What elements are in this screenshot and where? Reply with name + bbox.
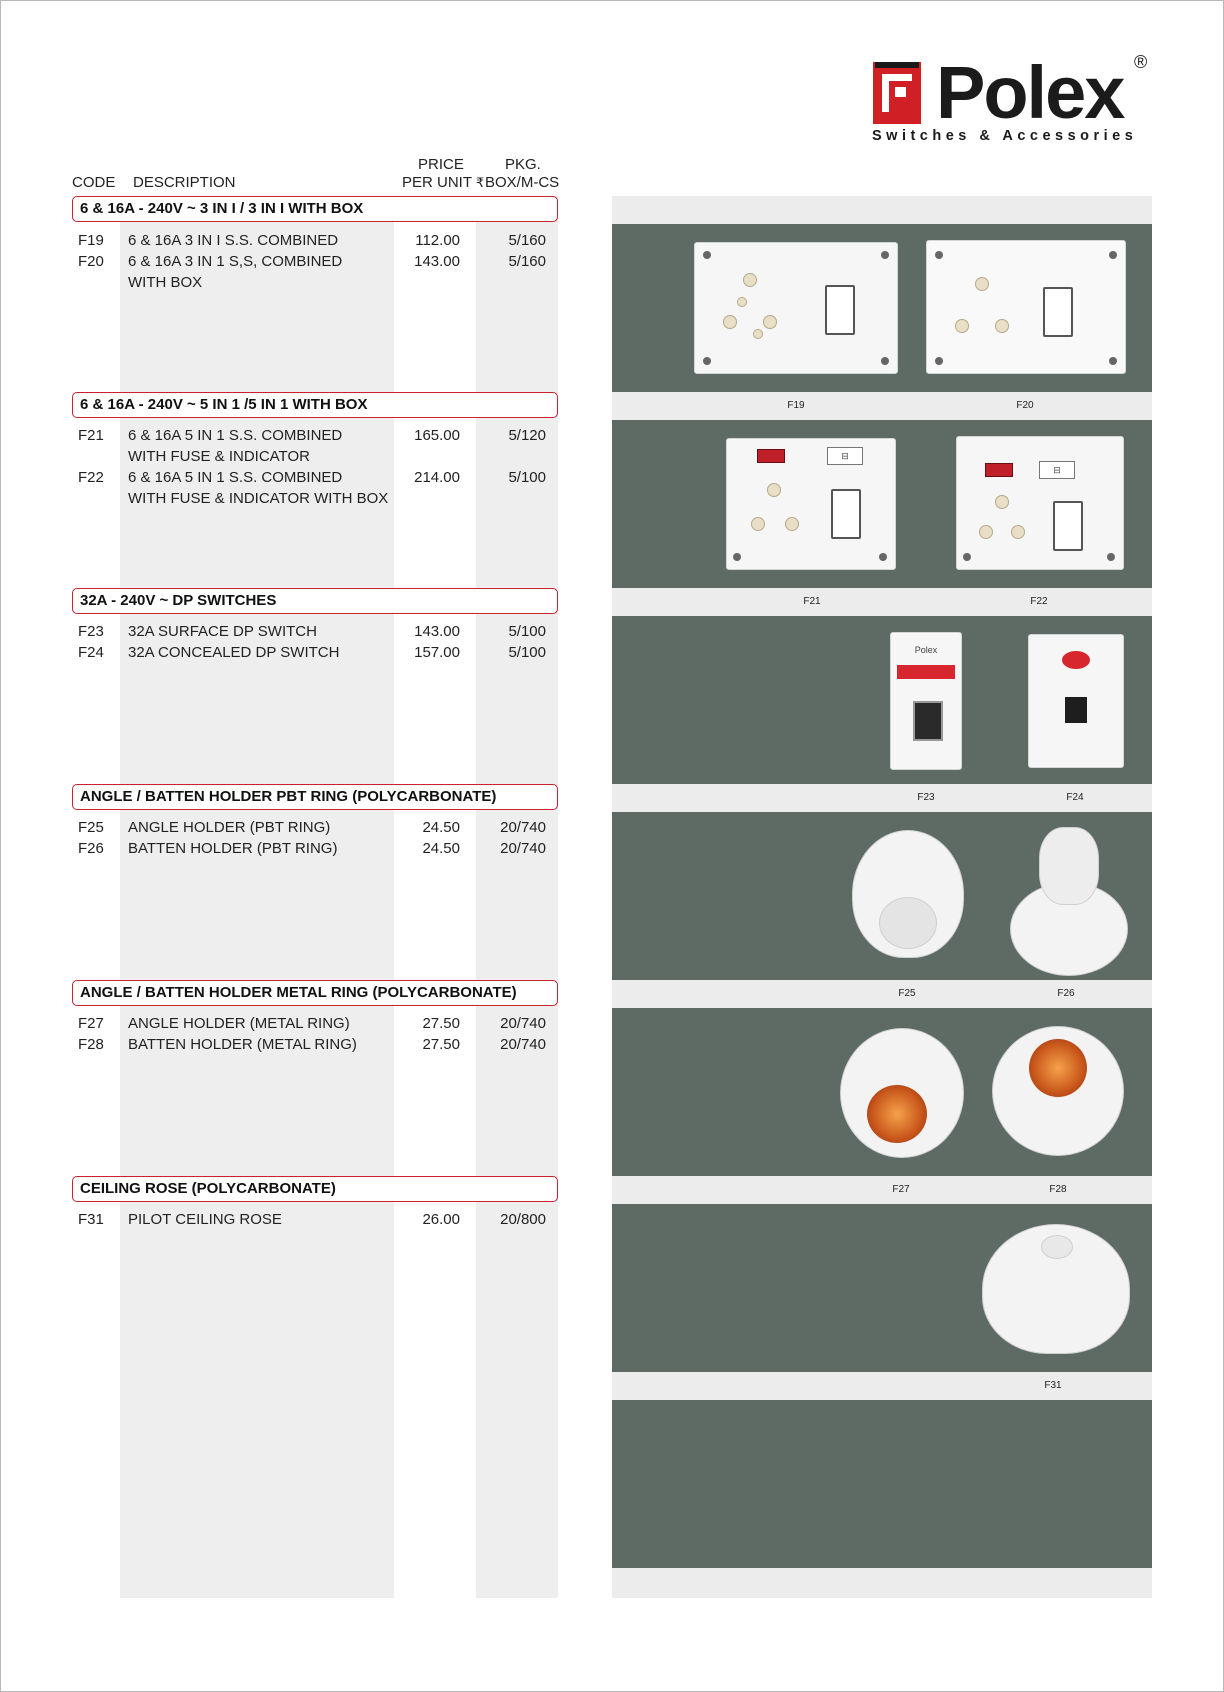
item-price: 27.50 — [422, 1036, 460, 1053]
item-price: 165.00 — [414, 427, 460, 444]
image-caption: F26 — [1057, 988, 1075, 999]
item-description: ANGLE HOLDER (METAL RING) — [128, 1015, 350, 1032]
item-price: 24.50 — [422, 819, 460, 836]
item-price: 143.00 — [414, 623, 460, 640]
image-caption: F23 — [917, 792, 935, 803]
item-description-line2: WITH FUSE & INDICATOR WITH BOX — [128, 490, 389, 507]
indicator-light-icon — [757, 449, 785, 463]
ceiling-rose-image — [982, 1224, 1130, 1354]
product-image-panel — [612, 1008, 1152, 1176]
item-code: F27 — [78, 1015, 104, 1032]
item-pkg: 20/740 — [500, 840, 546, 857]
header-price-line1: PRICE — [418, 156, 464, 173]
switch-socket-fuse-plate-image — [726, 438, 896, 570]
item-description: 6 & 16A 5 IN 1 S.S. COMBINED — [128, 427, 343, 444]
fuse-icon: ⊟ — [827, 447, 863, 465]
caption-strip — [612, 980, 1152, 1008]
section-title: CEILING ROSE (POLYCARBONATE) — [72, 1176, 558, 1202]
angle-holder-pbt-image — [852, 830, 964, 958]
switch-socket-box-image — [926, 240, 1126, 374]
product-image-panel — [612, 1204, 1152, 1372]
switch-socket-fuse-box-image — [956, 436, 1124, 570]
brand-name: Polex — [936, 51, 1124, 134]
header-code: CODE — [72, 174, 116, 191]
product-image-panel — [612, 224, 1152, 392]
item-code: F26 — [78, 840, 104, 857]
image-caption: F22 — [1030, 596, 1048, 607]
image-caption: F21 — [803, 596, 821, 607]
header-pkg-line1: PKG. — [505, 156, 541, 173]
caption-strip — [612, 1372, 1152, 1400]
item-code: F22 — [78, 469, 104, 486]
brand-mark-icon — [873, 62, 921, 124]
image-caption: F31 — [1044, 1380, 1062, 1391]
image-caption: F24 — [1066, 792, 1084, 803]
item-pkg: 5/100 — [508, 644, 546, 661]
bottom-strip — [612, 1568, 1152, 1598]
image-caption: F25 — [898, 988, 916, 999]
caption-strip — [612, 1176, 1152, 1204]
item-description: 6 & 16A 5 IN 1 S.S. COMBINED — [128, 469, 343, 486]
item-code: F19 — [78, 232, 104, 249]
brand-logo — [872, 51, 1156, 150]
section-title: 6 & 16A - 240V ~ 5 IN 1 /5 IN 1 WITH BOX — [72, 392, 558, 418]
image-caption: F27 — [892, 1184, 910, 1195]
batten-holder-pbt-image — [1010, 882, 1128, 976]
item-pkg: 20/740 — [500, 1036, 546, 1053]
angle-holder-metal-image — [840, 1028, 964, 1158]
header-description: DESCRIPTION — [133, 174, 236, 191]
item-description: 32A SURFACE DP SWITCH — [128, 623, 317, 640]
item-pkg: 5/160 — [508, 253, 546, 270]
item-code: F21 — [78, 427, 104, 444]
item-price: 112.00 — [415, 232, 460, 249]
registered-mark: ® — [1134, 52, 1148, 72]
item-pkg: 20/740 — [500, 819, 546, 836]
caption-strip — [612, 784, 1152, 812]
item-price: 157.00 — [414, 644, 460, 661]
product-image-panel — [612, 420, 1152, 588]
item-price: 27.50 — [422, 1015, 460, 1032]
item-price: 24.50 — [422, 840, 460, 857]
item-pkg: 5/120 — [508, 427, 546, 444]
item-pkg: 5/100 — [508, 469, 546, 486]
item-price: 214.00 — [414, 469, 460, 486]
item-code: F24 — [78, 644, 104, 661]
item-description: ANGLE HOLDER (PBT RING) — [128, 819, 331, 836]
section-title: 32A - 240V ~ DP SWITCHES — [72, 588, 558, 614]
fuse-icon: ⊟ — [1039, 461, 1075, 479]
item-code: F25 — [78, 819, 104, 836]
item-price: 26.00 — [422, 1211, 460, 1228]
item-pkg: 20/740 — [500, 1015, 546, 1032]
item-description: BATTEN HOLDER (METAL RING) — [128, 1036, 357, 1053]
section-title: ANGLE / BATTEN HOLDER PBT RING (POLYCARBONATE) — [72, 784, 558, 810]
product-image-panel — [612, 812, 1152, 980]
item-description: BATTEN HOLDER (PBT RING) — [128, 840, 338, 857]
item-description: 6 & 16A 3 IN I S.S. COMBINED — [128, 232, 339, 249]
item-code: F31 — [78, 1211, 104, 1228]
product-image-panel — [612, 616, 1152, 784]
caption-strip — [612, 588, 1152, 616]
indicator-light-icon — [985, 463, 1013, 477]
item-description: 32A CONCEALED DP SWITCH — [128, 644, 340, 661]
image-caption: F28 — [1049, 1184, 1067, 1195]
item-description-line2: WITH BOX — [128, 274, 203, 291]
item-description-line2: WITH FUSE & INDICATOR — [128, 448, 310, 465]
image-caption: F19 — [787, 400, 805, 411]
header-price-line2: PER UNIT ₹ — [402, 174, 485, 191]
item-pkg: 20/800 — [500, 1211, 546, 1228]
item-pkg: 5/160 — [508, 232, 546, 249]
image-caption: F20 — [1016, 400, 1034, 411]
item-code: F28 — [78, 1036, 104, 1053]
item-code: F20 — [78, 253, 104, 270]
item-code: F23 — [78, 623, 104, 640]
caption-strip — [612, 392, 1152, 420]
empty-image-panel — [612, 1400, 1152, 1568]
product-brand-label: Polex — [914, 645, 938, 655]
item-description: 6 & 16A 3 IN 1 S,S, COMBINED — [128, 253, 343, 270]
rupee-icon: ₹ — [475, 175, 485, 190]
item-description: PILOT CEILING ROSE — [128, 1211, 282, 1228]
image-header-strip — [612, 196, 1152, 224]
switch-socket-plate-image — [694, 242, 898, 374]
header-pkg-line2: BOX/M-CS — [485, 174, 560, 191]
section-title: 6 & 16A - 240V ~ 3 IN I / 3 IN I WITH BOX — [72, 196, 558, 222]
batten-holder-metal-image — [992, 1026, 1124, 1156]
section-title: ANGLE / BATTEN HOLDER METAL RING (POLYCARBONATE) — [72, 980, 558, 1006]
item-price: 143.00 — [414, 253, 460, 270]
brand-tagline: Switches & Accessories — [872, 128, 1138, 144]
item-pkg: 5/100 — [508, 623, 546, 640]
surface-dp-switch-image — [890, 632, 962, 770]
concealed-dp-switch-image — [1028, 634, 1124, 768]
